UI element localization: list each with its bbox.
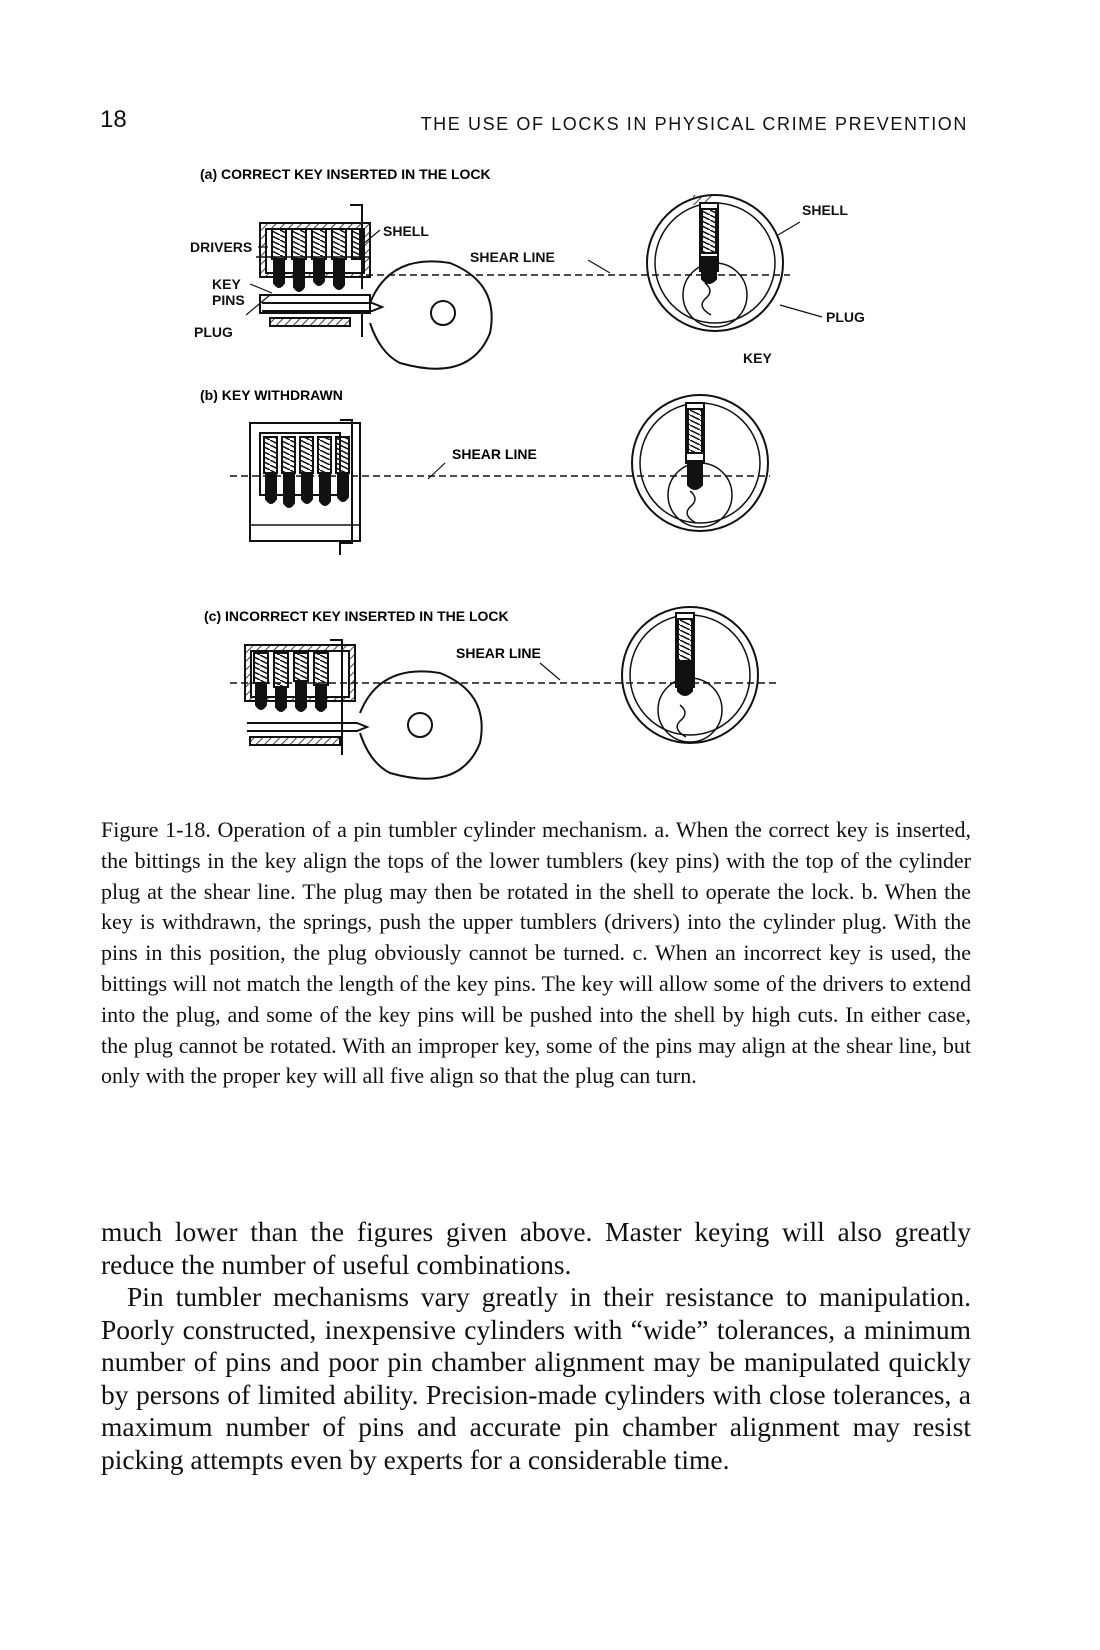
label-drivers: DRIVERS	[190, 239, 253, 255]
figure-caption-text: Operation of a pin tumbler cylinder mechanism. a. When the correct key is inserted, the bittings in the key align the tops of the lower tumblers (key pins) with the top of the cylinder plug at the shear line. The plug may then be rotated in the shell to operate the lock. b. When the key is withdrawn, the springs, push the upper tumblers (drivers) into the cylinder plug. With the pins in this position, the plug obviously cannot be turned. c. When an incorrect key is used, the bittings will not match the length of the key pins. The key will allow some of the drivers to extend into the plug, and some of the key pins will be pushed into the shell by high cuts. In either case, the plug cannot be rotated. With an improper key, some of the pins may align at the shear line, but only with the proper key will all five align so that the plug can turn.	[101, 817, 972, 1089]
pin-tumbler-figure	[190, 165, 910, 790]
label-shell: SHELL	[383, 223, 429, 239]
page-number: 18	[100, 106, 127, 133]
running-head: THE USE OF LOCKS IN PHYSICAL CRIME PREVENTION	[420, 114, 968, 134]
label-plug-end: PLUG	[826, 309, 865, 325]
body-text	[101, 1216, 971, 1476]
panel-b-end-view	[632, 395, 768, 531]
panel-b-label-shear-line: SHEAR LINE	[452, 446, 537, 462]
label-plug: PLUG	[194, 324, 233, 340]
panel-b-title: (b) KEY WITHDRAWN	[200, 387, 343, 403]
label-shell-end: SHELL	[802, 202, 848, 218]
panel-c-title: (c) INCORRECT KEY INSERTED IN THE LOCK	[204, 608, 509, 624]
panel-c-label-shear-line: SHEAR LINE	[456, 645, 541, 661]
label-key: KEY	[743, 350, 772, 366]
panel-b-side-view	[250, 420, 360, 555]
panel-a-end-view	[647, 195, 783, 331]
panel-a-title: (a) CORRECT KEY INSERTED IN THE LOCK	[200, 166, 491, 182]
panel-c-end-view	[622, 607, 758, 743]
panel-c	[204, 607, 780, 779]
panel-a	[190, 166, 865, 369]
figure-caption	[101, 815, 971, 1092]
figure-label: Figure 1-18.	[101, 817, 211, 842]
label-key-pins-1: KEY	[212, 276, 241, 292]
body-paragraph-1: much lower than the figures given above. Master keying will also greatly reduce the number of useful combinations.	[101, 1216, 971, 1280]
panel-b	[200, 387, 770, 555]
panel-a-side-view	[256, 205, 492, 369]
panel-c-side-view	[245, 640, 482, 779]
label-shear-line: SHEAR LINE	[470, 249, 555, 265]
body-paragraph-2: Pin tumbler mechanisms vary greatly in their resistance to manipulation. Poorly constructed, inexpensive cylinders with “wide” tolerances, a minimum number of pins and poor pin chamber alignment may be manipulated quickly by persons of limited ability. Precision-made cylinders with close tolerances, a maximum number of pins and accurate pin chamber alignment may resist picking attempts even by experts for a considerable time.	[101, 1281, 971, 1475]
panel-c-leader	[540, 663, 560, 680]
label-key-pins-2: PINS	[212, 292, 245, 308]
